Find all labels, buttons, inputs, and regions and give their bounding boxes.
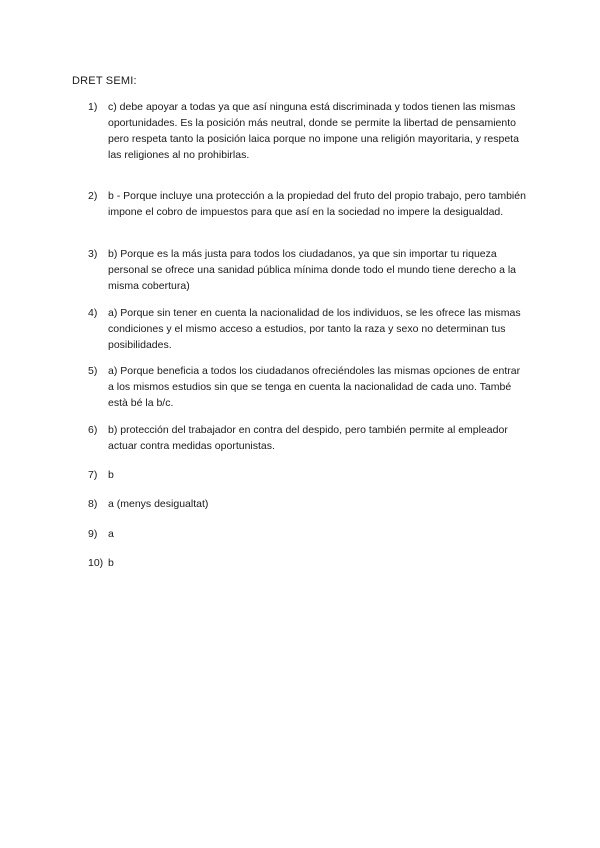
list-item-4 bbox=[88, 305, 528, 353]
list-item-8 bbox=[88, 496, 528, 512]
page-title: DRET SEMI: bbox=[72, 75, 137, 87]
item-text: a) Porque sin tener en cuenta la nacionalidad de los individuos, se les ofrece las mismas condiciones y el mismo acceso a estudios, por tanto la raza y sexo no determinan tus posibilidades. bbox=[108, 307, 521, 351]
item-number: 3) bbox=[88, 248, 98, 260]
list-item-2 bbox=[88, 188, 528, 220]
list-item-9 bbox=[88, 526, 528, 542]
list-item-7 bbox=[88, 467, 528, 483]
list-item-6 bbox=[88, 422, 528, 454]
item-number: 5) bbox=[88, 365, 98, 377]
list-item-1 bbox=[88, 99, 528, 163]
item-number: 6) bbox=[88, 424, 98, 436]
list-item-5 bbox=[88, 363, 528, 411]
item-number: 1) bbox=[88, 101, 98, 113]
item-text: b) Porque es la más justa para todos los ciudadanos, ya que sin importar tu riqueza personal se ofrece una sanidad pública mínima donde todo el mundo tiene derecho a la misma cobertura) bbox=[108, 248, 517, 292]
item-number: 4) bbox=[88, 307, 98, 319]
list-item-3 bbox=[88, 246, 528, 294]
item-number: 9) bbox=[88, 528, 98, 540]
item-text: a) Porque beneficia a todos los ciudadanos ofreciéndoles las mismas opciones de entrar a los mismos estudios sin que se tenga en cuenta la nacionalidad de cada uno. També està bé la b/c. bbox=[108, 365, 521, 409]
item-number: 10) bbox=[88, 557, 104, 569]
item-number: 8) bbox=[88, 498, 98, 510]
list-item-10 bbox=[88, 555, 528, 571]
item-text: b) protección del trabajador en contra del despido, pero también permite al empleador actuar contra medidas oportunistas. bbox=[108, 424, 508, 452]
item-number: 7) bbox=[88, 469, 98, 481]
item-text: b bbox=[108, 557, 114, 569]
item-number: 2) bbox=[88, 190, 98, 202]
item-text: a (menys desigualtat) bbox=[108, 498, 209, 510]
item-text: b - Porque incluye una protección a la propiedad del fruto del propio trabajo, pero también impone el cobro de impuestos para que así en la sociedad no impere la desigualdad. bbox=[108, 190, 526, 218]
item-text: a bbox=[108, 528, 114, 540]
item-text: c) debe apoyar a todas ya que así ninguna está discriminada y todos tienen las mismas oportunidades. Es la posición más neutral, donde se permite la libertad de pensamiento pero respeta tanto la posición laica porque no impone una religión mayoritaria, y respeta las religiones al no prohibirlas. bbox=[108, 101, 519, 161]
item-text: b bbox=[108, 469, 114, 481]
